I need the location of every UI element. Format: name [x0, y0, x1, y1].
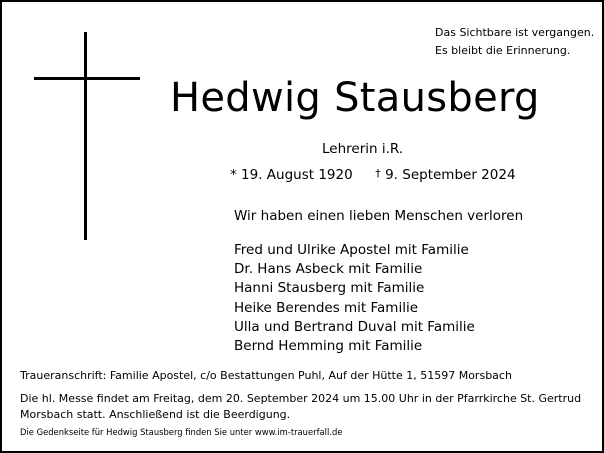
- memorial-quote: [435, 24, 594, 60]
- cross-vertical-bar: [84, 32, 87, 240]
- memorial-page-footer: Die Gedenkseite für Hedwig Stausberg finden Sie unter www.im-trauerfall.de: [20, 427, 343, 437]
- deceased-name: Hedwig Stausberg: [170, 75, 540, 121]
- death-date: 9. September 2024: [385, 167, 516, 183]
- mourners-list: [234, 241, 475, 356]
- cross-horizontal-bar: [34, 77, 140, 80]
- mourner-item: Fred und Ulrike Apostel mit Familie: [234, 242, 469, 258]
- quote-line-1: Das Sichtbare ist vergangen.: [435, 26, 595, 39]
- death-dagger-icon: †: [375, 167, 381, 180]
- mourner-item: Dr. Hans Asbeck mit Familie: [234, 261, 423, 278]
- mourning-address: Traueranschrift: Familie Apostel, c/o Bestattungen Puhl, Auf der Hütte 1, 51597 Morsbach: [20, 369, 512, 382]
- mass-notice-line-1: Die hl. Messe findet am Freitag, dem 20. September 2024 um 15.00 Uhr in der Pfarrkirche St. Gertrud: [20, 392, 582, 405]
- quote-line-2: Es bleibt die Erinnerung.: [435, 44, 571, 57]
- mourner-item: Ulla und Bertrand Duval mit Familie: [234, 318, 475, 335]
- mourner-item: Heike Berendes mit Familie: [234, 299, 419, 316]
- mourner-item: Hanni Stausberg mit Familie: [234, 280, 425, 297]
- mass-notice-line-2: Morsbach statt. Anschließend ist die Beerdigung.: [20, 408, 291, 421]
- mourning-message: Wir haben einen lieben Menschen verloren: [234, 208, 524, 224]
- mass-notice: [20, 391, 595, 423]
- mourner-item: Bernd Hemming mit Familie: [234, 338, 423, 355]
- birth-star-icon: *: [230, 167, 237, 183]
- birth-date: 19. August 1920: [241, 167, 353, 183]
- deceased-title: Lehrerin i.R.: [322, 141, 404, 157]
- life-dates: [230, 167, 516, 183]
